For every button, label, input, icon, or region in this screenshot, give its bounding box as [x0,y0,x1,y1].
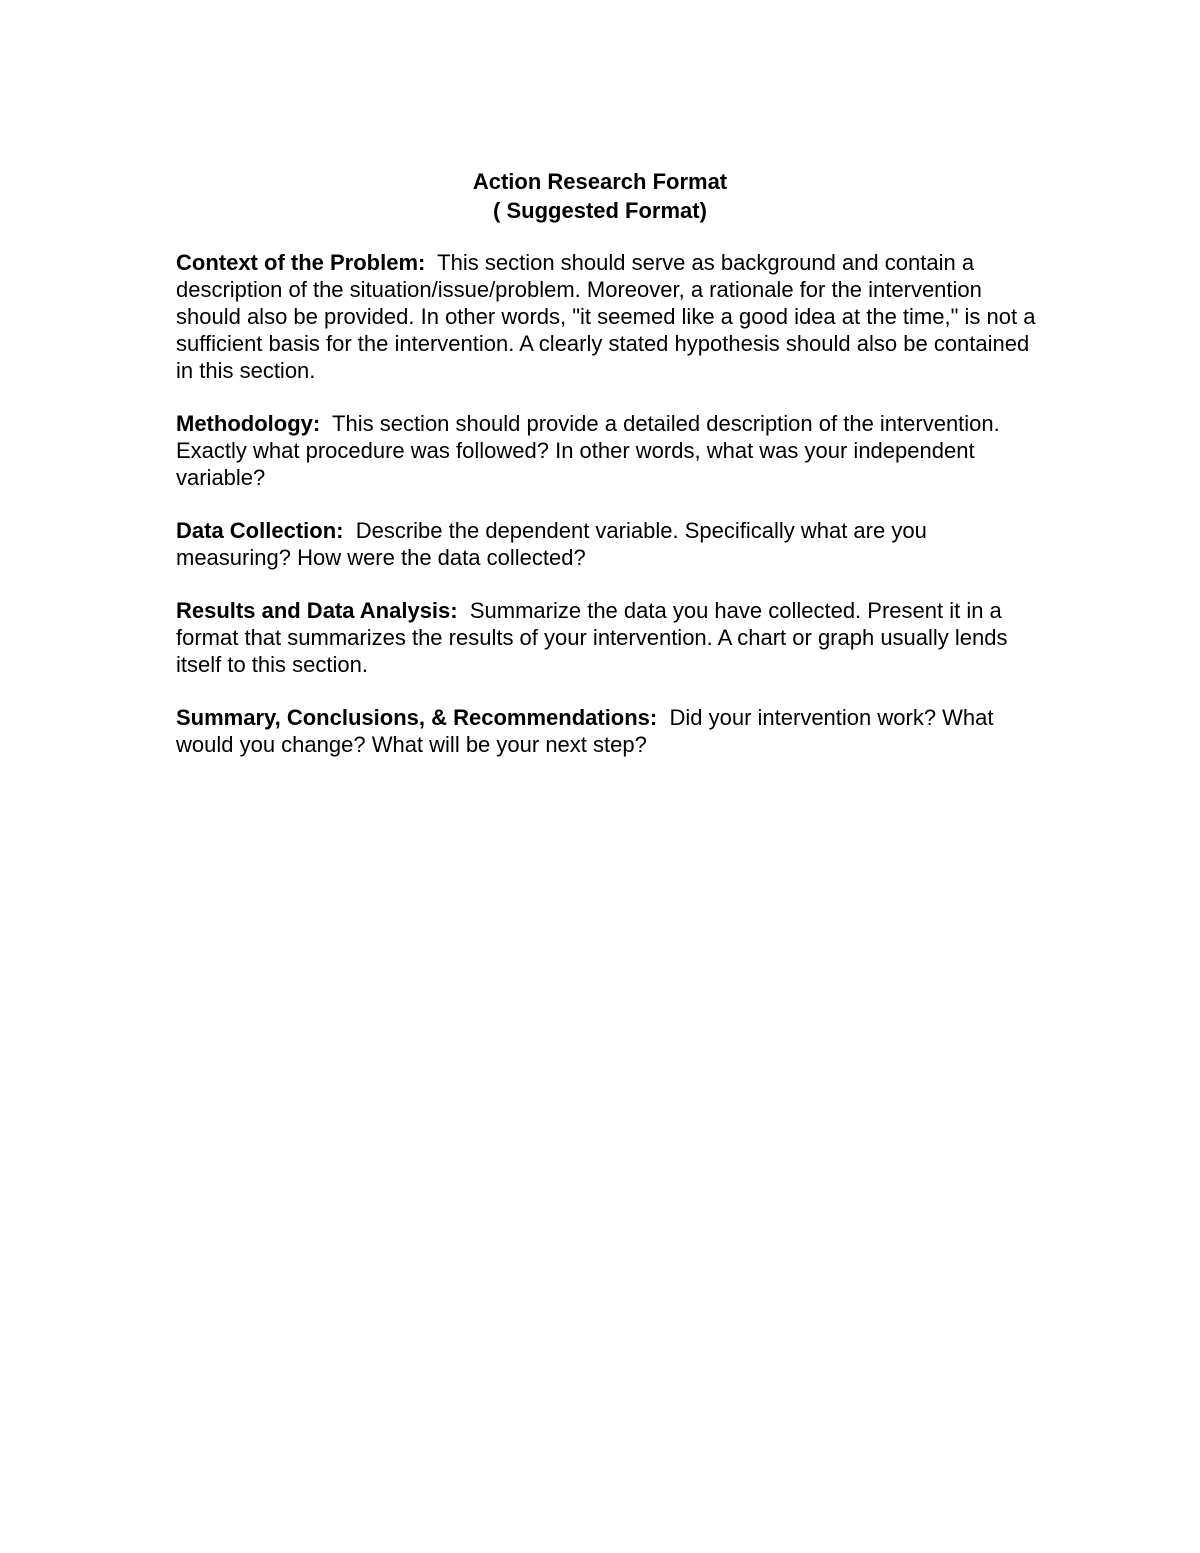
section-results-and-data-analysis [176,597,1046,678]
document-title: Action Research Format [472,169,728,194]
title-block [0,167,1200,225]
section-heading: Context of the Problem: [176,250,426,275]
section-body: Summarize the data you have collected. Present it in a format that summarizes the results of your intervention. A chart or graph usually lends itself to this section. [176,598,1008,677]
section-heading: Methodology: [176,411,321,436]
section-data-collection [176,517,1046,571]
section-body: This section should provide a detailed description of the intervention. Exactly what procedure was followed? In other words, what was your independent variable? [176,411,1000,490]
section-heading: Data Collection: [176,518,344,543]
section-heading: Summary, Conclusions, & Recommendations: [176,705,658,730]
document-subtitle: ( Suggested Format) [493,198,707,223]
document-body [176,249,1046,784]
section-methodology [176,410,1046,491]
section-context-of-the-problem [176,249,1046,384]
section-body: Did your intervention work? What would you change? What will be your next step? [176,705,994,757]
section-body: This section should serve as background and contain a description of the situation/issue/problem. Moreover, a rationale for the intervention should also be provided. In other words, "it seemed like a good idea at the time," is not a sufficient basis for the intervention. A clearly stated hypothesis should also be contained in this section. [176,250,1036,383]
section-heading: Results and Data Analysis: [176,598,458,623]
section-body: Describe the dependent variable. Specifically what are you measuring? How were the data collected? [176,518,927,570]
section-summary-conclusions-recommendations [176,704,1046,758]
